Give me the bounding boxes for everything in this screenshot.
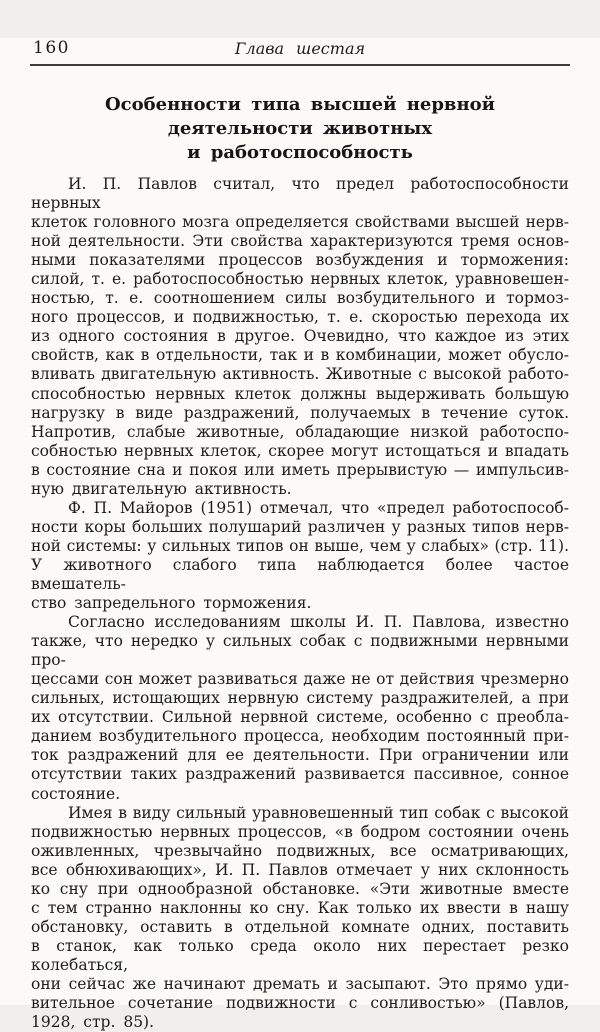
text-line: обстановку, оставить в отдельной комнате одних, поставить: [31, 917, 569, 936]
section-title-line1: Особенности типа высшей нервной деятельности животных: [105, 94, 495, 139]
text-line: ную двигательную активность.: [31, 479, 292, 498]
text-line: вительное сочетание подвижности с сонливостью» (Павлов,: [31, 994, 569, 1013]
text-line: данием возбудительного процесса, необходим постоянный при-: [31, 727, 569, 746]
text-line: подвижностью нервных процессов, «в бодром состоянии очень: [31, 822, 569, 841]
text-line: силой, т. е. работоспособностью нервных клеток, уравновешен-: [31, 270, 569, 289]
text-line: также, что нередко у сильных собак с подвижными нервными про-: [31, 632, 569, 670]
text-line: Ф. П. Майоров (1951) отмечал, что «предел работоспособ-: [68, 498, 569, 517]
body-paragraphs: [31, 175, 569, 1032]
running-head: Глава шестая: [234, 39, 366, 58]
text-line: ной деятельности. Эти свойства характеризуются тремя основ-: [31, 232, 569, 251]
text-line: клеток головного мозга определяется свойствами высшей нерв-: [31, 213, 569, 232]
text-line: нагрузку в виде раздражений, получаемых в течение суток.: [31, 403, 569, 422]
text-line: все обнюхивающих», И. П. Павлов отмечает у них склонность: [31, 860, 569, 879]
page-header: [31, 38, 569, 60]
page-number: 160: [33, 38, 70, 58]
text-line: ко сну при однообразной обстановке. «Эти животные вместе: [31, 879, 569, 898]
paragraph: [31, 613, 569, 803]
text-line: ными показателями процессов возбуждения и торможения:: [31, 251, 569, 270]
text-line: ностью, т. е. соотношением силы возбудительного и тормоз-: [31, 289, 569, 308]
text-line: их отсутствии. Сильной нервной системе, особенно с преобла-: [31, 708, 569, 727]
paragraph: [31, 804, 569, 1032]
book-page: [0, 38, 600, 1032]
text-line: состояние.: [31, 784, 121, 803]
text-line: в станок, как только среда около них перестает резко колебаться,: [31, 936, 569, 974]
section-title-line2: и работоспособность: [187, 142, 413, 163]
text-line: цессами сон может развиваться даже не от действия чрезмерно: [31, 670, 569, 689]
text-line: сильных, истощающих нервную систему раздражителей, а при: [31, 689, 569, 708]
text-line: ного процессов, и подвижностью, т. е. скоростью перехода их: [31, 308, 569, 327]
text-line: ток раздражений для ее деятельности. При ограничении или: [31, 746, 569, 765]
text-line: способностью нервных клеток должны выдерживать большую: [31, 384, 569, 403]
text-line: оживленных, чрезвычайно подвижных, все осматривающих,: [31, 841, 569, 860]
section-title: [31, 93, 569, 165]
text-line: 1928, стр. 85).: [31, 1013, 155, 1032]
text-line: ности коры больших полушарий различен у разных типов нерв-: [31, 517, 569, 536]
text-line: ной системы: у сильных типов он выше, чем у слабых» (стр. 11).: [31, 536, 569, 555]
text-line: ство запредельного торможения.: [31, 594, 312, 613]
text-line: Согласно исследованиям школы И. П. Павлова, известно: [68, 613, 569, 632]
paragraph: [31, 499, 569, 613]
header-rule: [30, 64, 570, 66]
text-line: Напротив, слабые животные, обладающие низкой работоспо-: [31, 422, 569, 441]
text-line: свойств, как в отдельности, так и в комбинации, может обусло-: [31, 346, 569, 365]
text-line: отсутствии таких раздражений развивается пассивное, сонное: [31, 765, 569, 784]
text-line: из одного состояния в другое. Очевидно, что каждое из этих: [31, 327, 569, 346]
text-line: У животного слабого типа наблюдается более частое вмешатель-: [31, 555, 569, 593]
text-line: в состояние сна и покоя или иметь прерывистую — импульсив-: [31, 460, 569, 479]
text-line: Имея в виду сильный уравновешенный тип собак с высокой: [68, 803, 569, 822]
text-line: они сейчас же начинают дремать и засыпают. Это прямо уди-: [31, 974, 569, 993]
text-line: с тем странно наклонны ко сну. Как только их ввести в нашу: [31, 898, 569, 917]
text-line: вливать двигательную активность. Животные с высокой работо-: [31, 365, 569, 384]
text-line: И. П. Павлов считал, что предел работоспособности нервных: [31, 175, 569, 213]
paragraph: [31, 175, 569, 499]
text-line: собностью нервных клеток, скорее могут истощаться и впадать: [31, 441, 569, 460]
